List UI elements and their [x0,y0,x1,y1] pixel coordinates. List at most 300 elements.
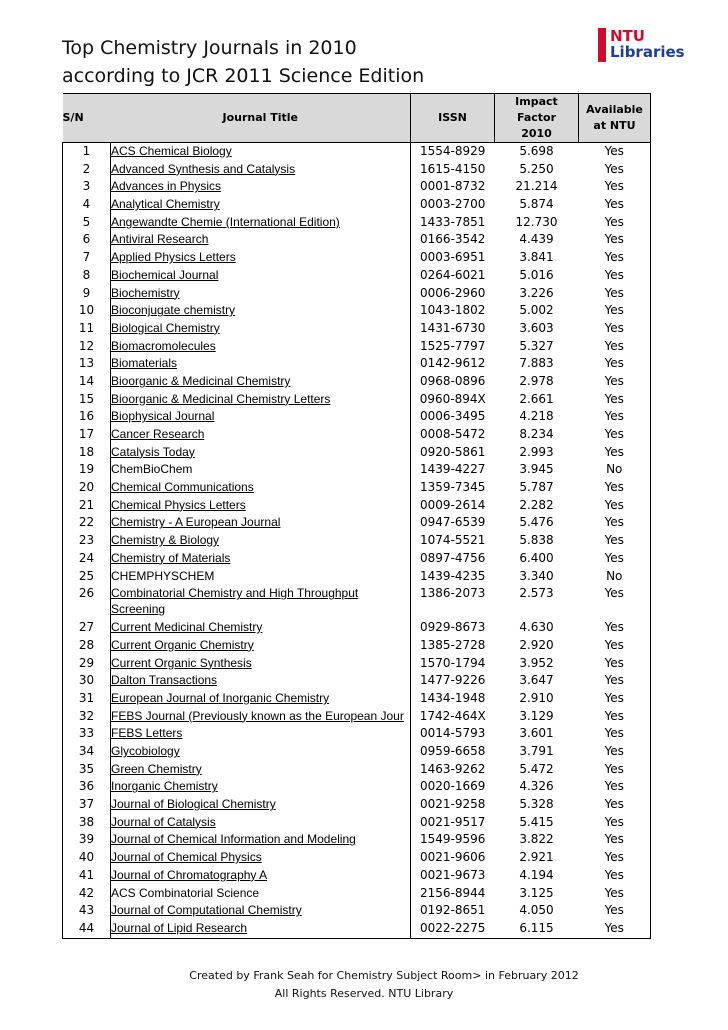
row-issn-value: 1431-6730 [420,320,486,335]
row-available [579,672,651,690]
row-sn [63,585,111,619]
row-available [579,302,651,320]
row-journal-title [111,532,411,550]
journal-link[interactable]: Journal of Lipid Research [111,920,248,935]
row-issn [411,902,495,920]
row-sn-value: 31 [78,690,95,705]
row-issn-value: 1477-9226 [420,673,486,688]
row-impact-factor [495,196,579,214]
row-issn [411,778,495,796]
row-available-value: Yes [604,832,624,847]
row-issn-value: 0166-3542 [420,232,486,247]
row-impact-factor-value: 5.874 [519,197,554,212]
row-impact-factor-value: 5.415 [519,814,554,829]
row-available [579,143,651,161]
row-sn [63,249,111,267]
row-issn-value: 0959-6658 [420,744,486,758]
row-sn-value: 8 [82,267,91,282]
row-available [579,637,651,655]
journal-link[interactable]: FEBS Letters [111,726,183,741]
row-impact-factor-value: 5.787 [519,480,554,495]
row-journal-title [111,761,411,779]
row-issn-value: 0021-9673 [420,867,486,882]
row-sn-value: 41 [78,867,95,882]
table-row [63,778,651,796]
row-impact-factor-value: 3.822 [519,832,554,847]
row-available-value: Yes [604,391,624,406]
row-available [579,920,651,938]
row-available [579,320,651,338]
row-impact-factor-value: 3.647 [519,673,554,688]
row-issn-value: 1615-4150 [420,161,486,176]
row-journal-title [111,920,411,938]
row-impact-factor [495,672,579,690]
row-impact-factor [495,355,579,373]
row-sn [63,373,111,391]
row-available [579,214,651,232]
title-line-2: according to JCR 2011 Science Edition [62,65,425,87]
row-sn-value: 33 [78,726,95,741]
row-impact-factor [495,161,579,179]
row-issn-value: 0142-9612 [420,356,486,371]
row-impact-factor-value: 3.603 [519,320,554,335]
row-sn-value: 37 [78,797,95,812]
row-impact-factor [495,885,579,903]
row-sn-value: 7 [82,250,91,265]
row-journal-title [111,231,411,249]
row-available-value: Yes [604,497,624,512]
table-row [63,532,651,550]
row-available-value: Yes [604,409,624,424]
journal-link[interactable]: Dalton Transactions [111,673,218,688]
row-sn [63,231,111,249]
row-impact-factor [495,796,579,814]
journal-link[interactable]: Journal of Chromatography A [111,867,268,882]
row-issn-value: 0020-1669 [420,779,486,794]
row-available [579,655,651,673]
row-sn [63,568,111,586]
row-impact-factor-value: 6.115 [519,920,554,935]
row-issn [411,249,495,267]
row-available-value: Yes [604,690,624,705]
row-sn-value: 30 [78,673,95,688]
journal-link[interactable]: Combinatorial Chemistry and High Throughput Screening [111,586,359,617]
row-issn [411,920,495,938]
row-sn [63,796,111,814]
row-available-value: Yes [604,885,624,900]
row-impact-factor [495,461,579,479]
header-sn: S/N [63,94,111,143]
row-sn [63,532,111,550]
journal-link[interactable]: European Journal of Inorganic Chemistry [111,690,330,705]
row-impact-factor [495,497,579,515]
row-sn [63,391,111,409]
row-issn-value: 0021-9517 [420,814,486,829]
row-impact-factor-value: 7.883 [519,356,554,371]
row-impact-factor [495,214,579,232]
row-impact-factor-value: 5.250 [519,161,554,176]
journal-link[interactable]: Chemistry - A European Journal [111,515,281,530]
row-impact-factor-value: 5.002 [519,303,554,318]
row-impact-factor [495,408,579,426]
row-available [579,267,651,285]
row-impact-factor [495,743,579,761]
row-impact-factor-value: 5.698 [519,144,554,158]
row-sn [63,408,111,426]
row-available [579,196,651,214]
row-journal-title [111,831,411,849]
row-issn [411,444,495,462]
row-issn-value: 1385-2728 [420,637,486,652]
row-available [579,867,651,885]
row-available-value: Yes [604,338,624,353]
row-journal-title [111,444,411,462]
row-sn [63,814,111,832]
journal-link[interactable]: Journal of Chemical Information and Modeling [111,832,356,847]
row-impact-factor [495,585,579,619]
row-journal-title [111,619,411,637]
journal-link[interactable]: Chemical Physics Letters [111,497,246,512]
row-available-value: Yes [604,744,624,758]
row-issn-value: 0021-9606 [420,850,486,865]
row-issn-value: 1549-9596 [420,832,486,847]
row-issn [411,461,495,479]
row-impact-factor [495,831,579,849]
row-available [579,885,651,903]
logo-libraries-text: Libraries [610,43,685,61]
row-sn [63,619,111,637]
row-journal-title [111,338,411,356]
table-row [63,408,651,426]
row-available [579,461,651,479]
journal-link[interactable]: Biomaterials [111,356,178,371]
row-journal-title [111,514,411,532]
row-issn-value: 0947-6539 [420,515,486,530]
table-row [63,637,651,655]
row-issn-value: 0006-2960 [420,285,486,300]
row-sn [63,761,111,779]
row-sn-value: 42 [78,885,95,900]
row-available [579,426,651,444]
table-row [63,214,651,232]
row-issn-value: 0968-0896 [420,373,486,388]
row-journal-title [111,568,411,586]
journal-link[interactable]: Applied Physics Letters [111,250,236,265]
row-sn-value: 28 [78,637,95,652]
journal-link[interactable]: Bioorganic & Medicinal Chemistry [111,373,291,388]
journal-link[interactable]: Green Chemistry [111,761,202,776]
journal-link[interactable]: Chemistry & Biology [111,533,220,548]
row-journal-title [111,196,411,214]
table-row [63,267,651,285]
journal-link[interactable]: Biochemistry [111,285,180,300]
journal-name: ACS Combinatorial Science [111,885,260,900]
row-available [579,514,651,532]
row-issn-value: 0264-6021 [420,267,486,282]
row-journal-title [111,178,411,196]
row-issn [411,568,495,586]
row-impact-factor-value: 2.920 [519,637,554,652]
row-impact-factor [495,637,579,655]
table-row [63,867,651,885]
row-journal-title [111,302,411,320]
row-issn-value: 1043-1802 [420,303,486,318]
row-sn-value: 34 [78,744,95,758]
row-available [579,178,651,196]
row-sn [63,655,111,673]
row-available [579,585,651,619]
row-sn [63,285,111,303]
row-available [579,285,651,303]
row-sn-value: 40 [78,850,95,865]
journal-link[interactable]: Biomacromolecules [111,338,216,353]
row-sn-value: 44 [78,920,95,935]
header-impact-factor [495,94,579,143]
journal-link[interactable]: Glycobiology [111,744,180,758]
row-sn [63,902,111,920]
row-issn-value: 1742-464X [419,708,486,723]
table-row [63,585,651,619]
row-available [579,408,651,426]
row-impact-factor [495,249,579,267]
row-journal-title [111,426,411,444]
row-issn [411,426,495,444]
table-row [63,302,651,320]
row-impact-factor [495,444,579,462]
journal-link[interactable]: Biochemical Journal [111,267,219,282]
row-issn-value: 0006-3495 [420,409,486,424]
table-row [63,708,651,726]
table-row [63,497,651,515]
row-journal-title [111,214,411,232]
row-sn [63,690,111,708]
row-available [579,568,651,586]
row-available-value: Yes [604,850,624,865]
row-available-value: Yes [604,637,624,652]
table-row [63,391,651,409]
journal-link[interactable]: Journal of Chemical Physics [111,850,262,865]
row-issn-value: 0008-5472 [420,427,486,441]
journal-link[interactable]: Journal of Biological Chemistry [111,797,276,812]
journal-link[interactable]: Biophysical Journal [111,409,215,424]
row-impact-factor [495,550,579,568]
table-row [63,461,651,479]
row-available [579,231,651,249]
row-available-value: Yes [604,303,624,318]
row-issn [411,497,495,515]
row-sn [63,637,111,655]
row-impact-factor [495,690,579,708]
journal-name: CHEMPHYSCHEM [111,568,215,583]
row-issn [411,320,495,338]
row-issn [411,655,495,673]
row-issn-value: 0003-2700 [420,197,486,212]
row-available-value: Yes [604,214,624,229]
row-sn [63,338,111,356]
journal-link[interactable]: Current Organic Chemistry [111,637,254,652]
row-sn [63,461,111,479]
header-available-line-1: Available [586,103,643,116]
journal-link[interactable]: Angewandte Chemie (International Edition) [111,214,340,229]
footer [0,967,728,1003]
row-issn-value: 0897-4756 [420,550,486,565]
journal-link[interactable]: Cancer Research [111,427,205,441]
table-row [63,568,651,586]
journal-link[interactable]: Journal of Catalysis [111,814,216,829]
row-issn-value: 0009-2614 [420,497,486,512]
row-available [579,373,651,391]
row-impact-factor [495,778,579,796]
table-row [63,743,651,761]
row-available-value: Yes [604,761,624,776]
row-impact-factor [495,532,579,550]
row-issn [411,285,495,303]
row-impact-factor-value: 3.125 [519,885,554,900]
row-sn-value: 4 [82,197,91,212]
ntu-libraries-logo[interactable] [598,27,685,62]
journal-link[interactable]: Advances in Physics [111,179,222,194]
row-impact-factor [495,902,579,920]
row-impact-factor [495,479,579,497]
row-issn-value: 0192-8651 [420,903,486,918]
journal-link[interactable]: ACS Chemical Biology [111,144,232,158]
journal-link[interactable]: Chemical Communications [111,480,254,495]
page-title [62,34,424,90]
journal-link[interactable]: Advanced Synthesis and Catalysis [111,161,296,176]
row-sn-value: 25 [78,568,95,583]
journal-name: ChemBioChem [111,462,193,477]
row-sn-value: 29 [78,655,95,670]
row-sn-value: 23 [78,533,95,548]
journal-link[interactable]: Antiviral Research [111,232,209,247]
row-issn [411,550,495,568]
row-impact-factor [495,373,579,391]
row-sn [63,708,111,726]
row-journal-title [111,796,411,814]
row-sn [63,320,111,338]
row-available [579,778,651,796]
row-journal-title [111,550,411,568]
row-sn-value: 35 [78,761,95,776]
row-available-value: Yes [604,250,624,265]
row-issn-value: 1439-4235 [420,568,486,583]
row-journal-title [111,778,411,796]
journal-link[interactable]: Chemistry of Materials [111,550,231,565]
row-impact-factor-value: 6.400 [519,550,554,565]
table-row [63,249,651,267]
header-available-line-2: at NTU [593,119,636,132]
journal-link[interactable]: Analytical Chemistry [111,197,220,212]
row-available-value: Yes [604,515,624,530]
row-issn-value: 2156-8944 [420,885,486,900]
journals-table [62,93,651,939]
journal-link[interactable]: Catalysis Today [111,444,195,459]
row-sn-value: 22 [78,515,95,530]
table-row [63,426,651,444]
row-impact-factor [495,867,579,885]
table-row [63,725,651,743]
row-journal-title [111,391,411,409]
row-available-value: Yes [604,586,624,601]
row-available-value: Yes [604,550,624,565]
row-sn [63,514,111,532]
row-impact-factor-value: 5.327 [519,338,554,353]
row-issn [411,743,495,761]
journal-link[interactable]: Biological Chemistry [111,320,220,335]
row-sn [63,161,111,179]
row-issn-value: 1554-8929 [420,144,486,158]
row-journal-title [111,320,411,338]
row-sn-value: 1 [82,144,91,158]
row-impact-factor-value: 3.601 [519,726,554,741]
journal-link[interactable]: FEBS Journal (Previously known as the European Jour [111,708,404,723]
row-available [579,814,651,832]
row-sn [63,778,111,796]
row-impact-factor-value: 2.921 [519,850,554,865]
row-available [579,849,651,867]
row-journal-title [111,672,411,690]
row-journal-title [111,285,411,303]
row-impact-factor-value: 5.476 [519,515,554,530]
row-issn [411,708,495,726]
row-available-value: No [606,462,623,477]
row-impact-factor-value: 2.282 [519,497,554,512]
table-body [63,143,651,939]
row-impact-factor-value: 3.129 [519,708,554,723]
row-available [579,743,651,761]
row-available-value: Yes [604,867,624,882]
journal-link[interactable]: Journal of Computational Chemistry [111,903,302,918]
row-issn [411,725,495,743]
row-issn [411,355,495,373]
row-available [579,497,651,515]
row-impact-factor-value: 2.573 [519,586,554,601]
row-available [579,479,651,497]
row-issn-value: 1386-2073 [420,586,486,601]
row-sn-value: 27 [78,620,95,635]
row-impact-factor [495,708,579,726]
row-impact-factor-value: 4.050 [519,903,554,918]
row-available [579,708,651,726]
row-impact-factor-value: 3.226 [519,285,554,300]
row-impact-factor [495,302,579,320]
row-sn [63,497,111,515]
header-impact-line-1: Impact Factor [515,95,558,124]
header-impact-line-2: 2010 [521,127,552,140]
journal-link[interactable]: Inorganic Chemistry [111,779,218,794]
row-available [579,725,651,743]
row-issn [411,196,495,214]
row-available [579,355,651,373]
row-issn-value: 1359-7345 [420,480,486,495]
journal-link[interactable]: Current Medicinal Chemistry [111,620,263,635]
journal-link[interactable]: Current Organic Synthesis [111,655,252,670]
row-sn [63,143,111,161]
row-issn-value: 0003-6951 [420,250,486,265]
row-issn [411,514,495,532]
row-impact-factor [495,725,579,743]
row-available-value: Yes [604,444,624,459]
row-sn [63,672,111,690]
row-issn [411,637,495,655]
journal-link[interactable]: Bioconjugate chemistry [111,303,236,318]
row-available-value: Yes [604,427,624,441]
row-impact-factor [495,568,579,586]
row-sn-value: 19 [78,462,95,477]
table-row [63,761,651,779]
row-available [579,796,651,814]
journal-link[interactable]: Bioorganic & Medicinal Chemistry Letters [111,391,331,406]
